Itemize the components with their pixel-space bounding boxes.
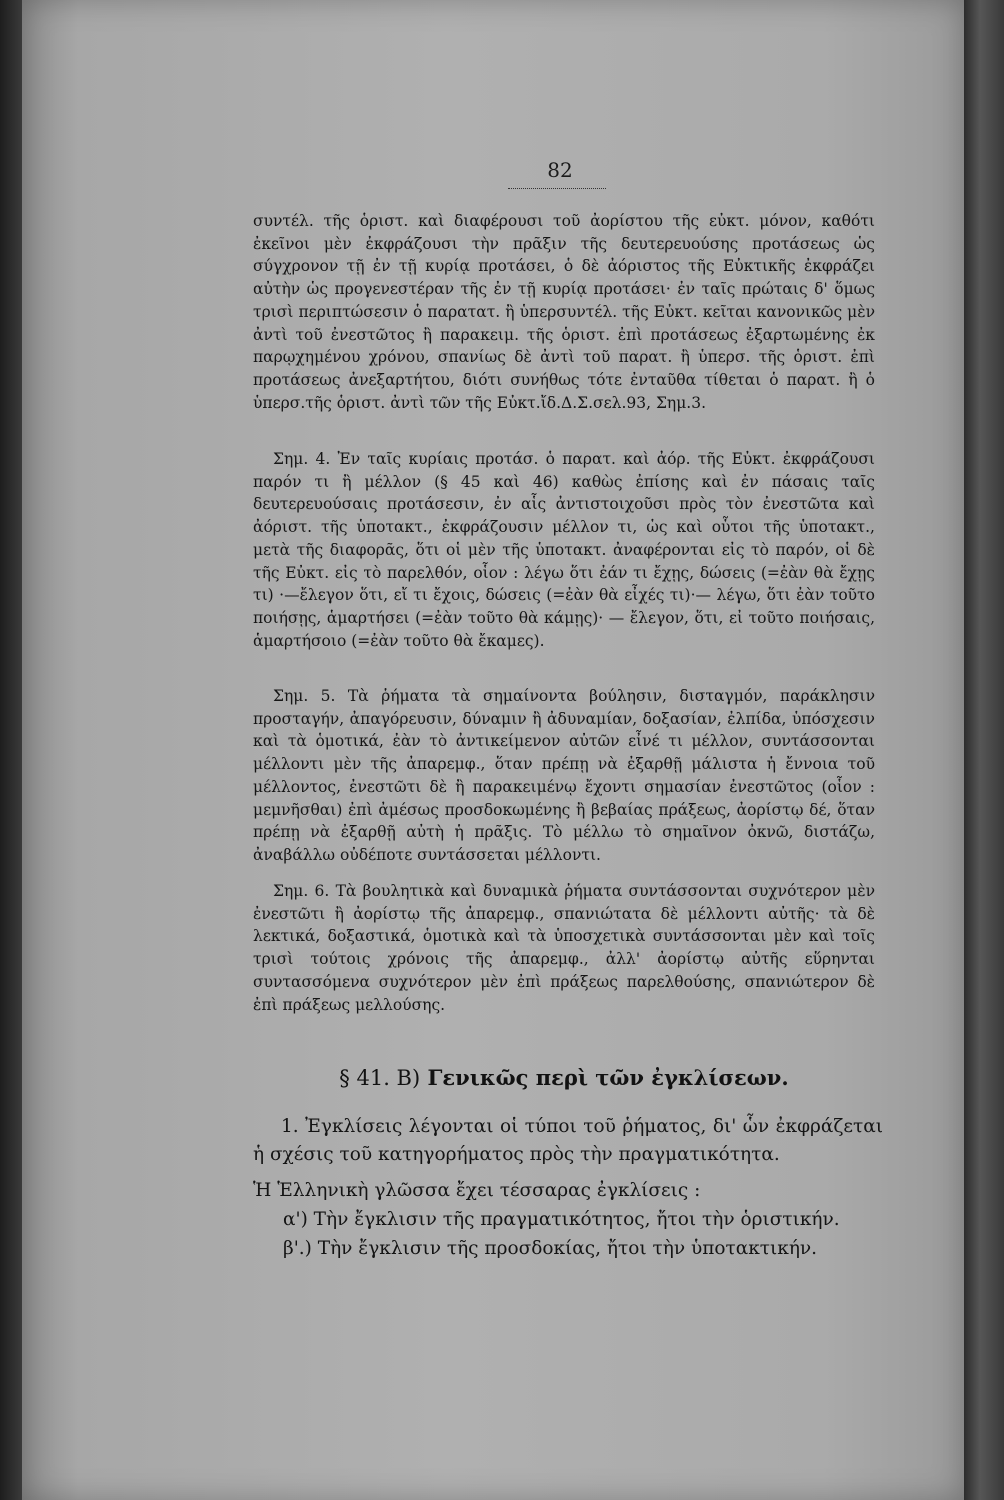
text-block-note-4 bbox=[253, 448, 875, 658]
text-block-note-5 bbox=[253, 685, 875, 873]
definition-paragraph: 1. Ἐγκλίσεις λέγονται οἱ τύποι τοῦ ῥήματος, δι' ὧν ἐκφράζεται ἡ σχέσις τοῦ κατηγορήματος πρὸς τὴν πραγματικότητα. bbox=[253, 1116, 883, 1165]
text-block-continuation bbox=[253, 210, 875, 420]
scan-left-edge bbox=[0, 0, 22, 1500]
paragraph-continuation: συντέλ. τῆς ὁριστ. καὶ διαφέρουσι τοῦ ἀορίστου τῆς εὐκτ. μόνον, καθότι ἐκεῖνοι μὲν ἐκφράζουσι τὴν πρᾶξιν τῆς δευτερευούσης προτάσεως ὡς σύγχρονον τῇ ἐν τῇ κυρίᾳ προτάσει, ὁ δὲ ἀόριστος τῆς Εὐκτικῆς ἐκφράζει αὐτὴν ὡς προγενεστέραν τῆς ἐν τῇ κυρίᾳ προτάσει· ἐν ταῖς πρώταις δ' ὅμως τρισὶ περιπτώσεσιν ὁ παρατατ. ἢ ὑπερσυντέλ. τῆς Εὐκτ. κεῖται κανονικῶς μὲν ἀντὶ τοῦ ἐνεστῶτος ἢ παρακειμ. τῆς ὁριστ. ἐπὶ προτάσεως ἐξαρτωμένης ἐκ παρῳχημένου χρόνου, σπανίως δὲ ἀντὶ τοῦ παρατ. ἢ ὑπερσ. τῆς ὁριστ. ἐπὶ προτάσεως ἀνεξαρτήτου, διότι συνήθως τότε ἐνταῦθα τίθεται ὁ παρατ. ἢ ὁ ὑπερσ.τῆς ὁριστ. ἀντὶ τῶν τῆς Εὐκτ.ἴδ.Δ.Σ.σελ.93, Σημ.3. bbox=[253, 212, 875, 412]
moods-intro-line: Ἡ Ἑλληνικὴ γλῶσσα ἔχει τέσσαρας ἐγκλίσεις : bbox=[253, 1180, 701, 1201]
paragraph-note-4: Σημ. 4. Ἐν ταῖς κυρίαις προτάσ. ὁ παρατ. καὶ ἀόρ. τῆς Εὐκτ. ἐκφράζουσι παρόν τι ἢ μέλλον (§ 45 καὶ 46) καθὼς ἐπίσης καὶ ἐν πάσαις ταῖς δευτερευούσαις προτάσεσιν, ἐν αἷς ἀντιστοιχοῦσι πρὸς τὸν ἐνεστῶτα καὶ ἀόριστ. τῆς ὑποτακτ., ἐκφράζουσιν μέλλον τι, ὡς καὶ οὗτοι τῆς ὑποτακτ., μετὰ τῆς διαφορᾶς, ὅτι οἱ μὲν τῆς ὑποτακτ. ἀναφέρονται εἰς τὸ παρόν, οἱ δὲ τῆς Εὐκτ. εἰς τὸ παρελθόν, οἷον : λέγω ὅτι ἐάν τι ἔχῃς, δώσεις (=ἐὰν θὰ ἔχῃς τι) ·—ἔλεγον ὅτι, εἴ τι ἔχοις, δώσεις (=ἐὰν θὰ εἶχές τι)·— λέγω, ὅτι ἐὰν τοῦτο ποιήσῃς, ἁμαρτήσει (=ἐὰν τοῦτο θὰ κάμῃς)· — ἔλεγον, ὅτι, εἰ τοῦτο ποιήσαις, ἁμαρτήσοιο (=ἐὰν τοῦτο θὰ ἔκαμες). bbox=[253, 450, 875, 650]
section-heading bbox=[253, 1065, 875, 1090]
text-block-note-6 bbox=[253, 880, 875, 1022]
mood-list-item: α') Τὴν ἔγκλισιν τῆς πραγματικότητος, ἤτοι τὴν ὁριστικήν. bbox=[283, 1209, 840, 1230]
section-title: Γενικῶς περὶ τῶν ἐγκλίσεων. bbox=[427, 1065, 789, 1090]
scan-right-edge bbox=[964, 0, 1004, 1500]
page-number-rule bbox=[508, 188, 606, 189]
mood-list-item: β'.) Τὴν ἔγκλισιν τῆς προσδοκίας, ἤτοι τὴν ὑποτακτικήν. bbox=[283, 1238, 818, 1259]
section-number: § 41. B) bbox=[339, 1066, 421, 1090]
paragraph-note-6: Σημ. 6. Τὰ βουλητικὰ καὶ δυναμικὰ ῥήματα συντάσσονται συχνότερον μὲν ἐνεστῶτι ἢ ἀορίστῳ τῆς ἀπαρεμφ., σπανιώτατα δὲ μέλλοντι αὐτῆς· τὰ δὲ λεκτικά, δοξαστικά, ὁμοτικὰ καὶ τὰ ὑποσχετικὰ συντάσσονται μὲν καὶ τοῖς τρισὶ τούτοις χρόνοις τῆς ἀπαρεμφ., ἀλλ' ἀορίστῳ αὐτῆς εὕρηνται συντασσόμενα συχνότερον μὲν ἐπὶ πράξεως παρελθούσης, σπανιώτερον δὲ ἐπὶ πράξεως μελλούσης. bbox=[253, 882, 875, 1014]
page-number: 82 bbox=[547, 158, 573, 182]
paragraph-note-5: Σημ. 5. Τὰ ῥήματα τὰ σημαίνοντα βούλησιν, δισταγμόν, παράκλησιν προσταγήν, ἀπαγόρευσιν, δύναμιν ἢ ἀδυναμίαν, δοξασίαν, ἐλπίδα, ὑπόσχεσιν καὶ τὰ ὁμοτικά, ἐὰν τὸ ἀντικείμενον αὐτῶν εἶνέ τι μέλλον, συντάσσονται μέλλοντι μὲν τῆς ἀπαρεμφ., ὅταν πρέπῃ νὰ ἐξαρθῇ μάλιστα ἡ ἔννοια τοῦ μέλλοντος, ἐνεστῶτι δὲ ἢ παρακειμένῳ ἔχοντι σημασίαν ἐνεστῶτος (οἷον : μεμνῆσθαι) ἐπὶ ἀμέσως προσδοκωμένης ἢ βεβαίας πράξεως, ἀορίστῳ δέ, ὅταν πρέπῃ νὰ ἐξαρθῇ αὐτὴ ἡ πρᾶξις. Τὸ μέλλω τὸ σημαῖνον ὀκνῶ, διστάζω, ἀναβάλλω οὐδέποτε συντάσσεται μέλλοντι. bbox=[253, 687, 875, 864]
